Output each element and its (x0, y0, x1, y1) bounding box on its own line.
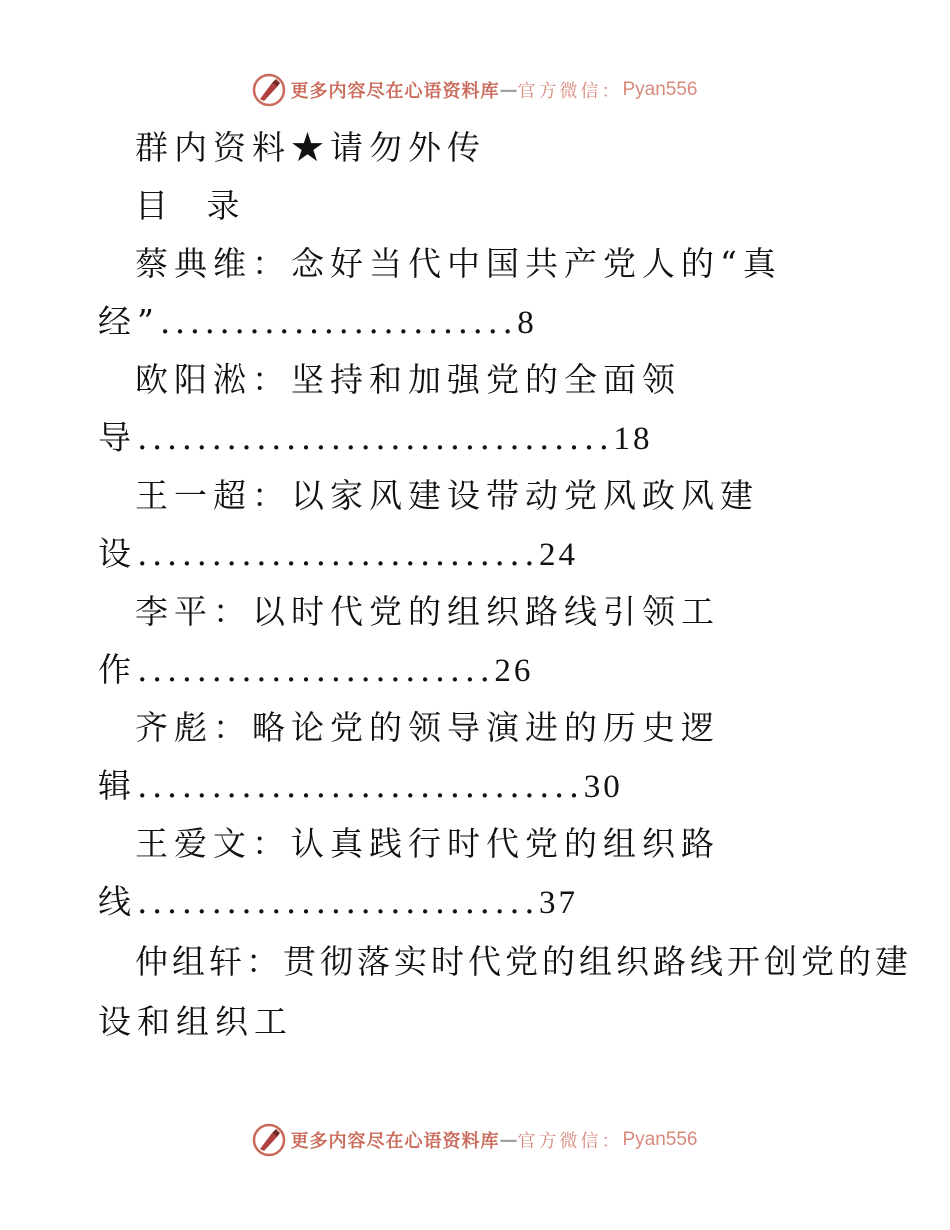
pen-nib-logo-icon (252, 1123, 286, 1157)
toc-entry-5-title: 齐彪：略论党的领导演进的历史逻 (135, 708, 720, 747)
toc-entry-4-tail: 作 (98, 650, 137, 689)
watermark-separator: — (499, 79, 518, 101)
toc-entry-2-tail: 导 (98, 418, 137, 457)
toc-entry-6-continuation (98, 882, 578, 922)
toc-entry-6-tail: 线 (98, 882, 137, 921)
watermark-handle: Pyan556 (622, 1129, 698, 1150)
toc-entry-2-continuation (98, 418, 652, 458)
watermark-handle: Pyan556 (622, 79, 698, 100)
toc-entry-2-page: 18 (613, 421, 653, 457)
toc-entry-3-title: 王一超：以家风建设带动党风政风建 (135, 476, 759, 515)
toc-entry-3-leader: ........................... (137, 534, 540, 573)
toc-heading: 目 录 (135, 186, 254, 225)
toc-entry-1-leader: ........................ (159, 302, 518, 341)
toc-entry-1-page: 8 (517, 305, 537, 341)
toc-entry-4-page: 26 (494, 653, 534, 689)
toc-entry-6-leader: ........................... (137, 882, 540, 921)
toc-entry-4-title: 李平：以时代党的组织路线引领工 (135, 592, 720, 631)
toc-entry-5-leader: .............................. (137, 766, 584, 805)
watermark-main-text: 更多内容尽在心语资料库 (290, 81, 500, 102)
toc-entry-6-page: 37 (539, 885, 579, 921)
pen-nib-logo-icon (252, 73, 286, 107)
watermark-banner-bottom (0, 1120, 950, 1160)
toc-entry-2-title: 欧阳淞：坚持和加强党的全面领 (135, 360, 681, 399)
watermark-banner-top (0, 70, 950, 110)
toc-entry-1-tail: 经” (98, 302, 160, 341)
confidential-notice: 群内资料★请勿外传 (135, 128, 486, 167)
toc-entry-7-title: 仲组轩：贯彻落实时代党的组织路线开创党的建 (135, 942, 912, 981)
watermark-main-text: 更多内容尽在心语资料库 (290, 1131, 500, 1152)
toc-entry-5-tail: 辑 (98, 766, 137, 805)
watermark-wechat-label: 官方微信： (517, 1131, 623, 1152)
watermark-separator: — (499, 1129, 518, 1151)
toc-entry-4-leader: ........................ (137, 650, 495, 689)
toc-entry-1-continuation (98, 302, 537, 342)
toc-entry-2-leader: ................................ (137, 418, 614, 457)
toc-entry-7-continuation: 设和组织工 (98, 1002, 293, 1041)
toc-entry-3-tail: 设 (98, 534, 137, 573)
toc-entry-1-title: 蔡典维：念好当代中国共产党人的“真 (135, 244, 782, 283)
watermark-wechat-label: 官方微信： (517, 81, 623, 102)
toc-entry-4-continuation (98, 650, 533, 690)
toc-entry-5-page: 30 (583, 769, 623, 805)
toc-entry-3-page: 24 (539, 537, 579, 573)
toc-entry-5-continuation (98, 766, 623, 806)
toc-entry-6-title: 王爱文：认真践行时代党的组织路 (135, 824, 720, 863)
toc-entry-3-continuation (98, 534, 578, 574)
